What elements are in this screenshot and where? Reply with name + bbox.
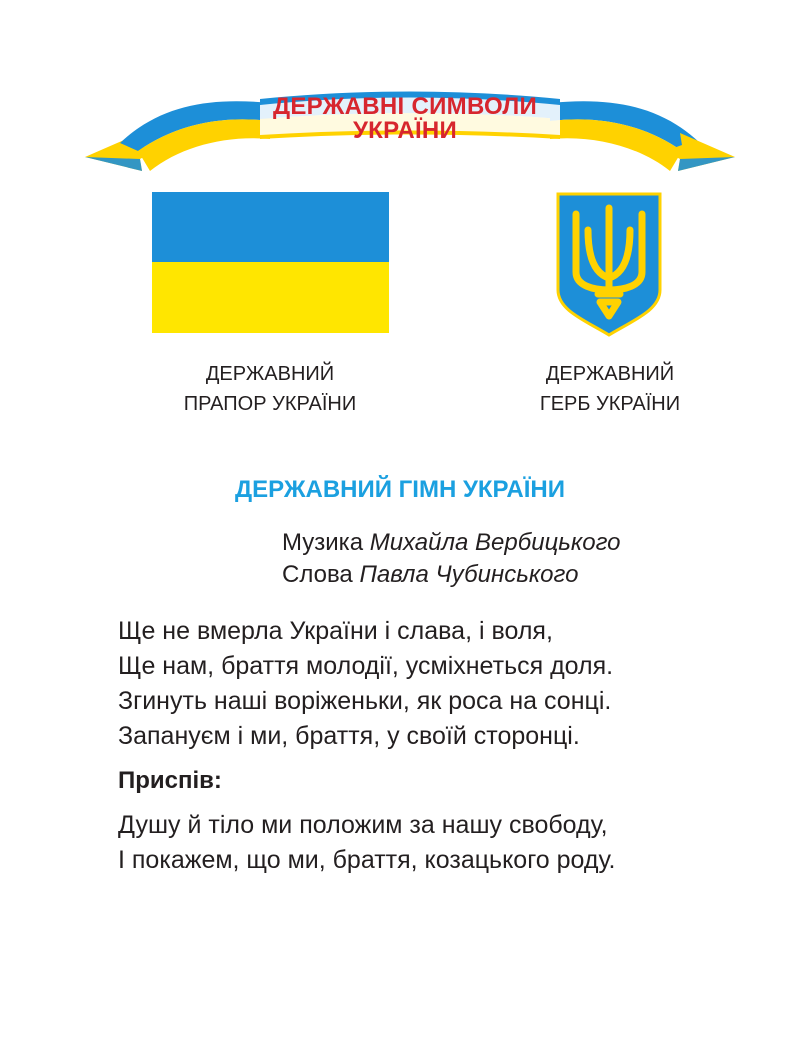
verse-line: Ще нам, браття молодії, усміхнеться доля. <box>118 652 614 680</box>
lyrics-author: Павла Чубинського <box>359 561 579 588</box>
trident-coat-of-arms-icon <box>554 190 664 337</box>
anthem-chorus <box>118 808 615 878</box>
verse-line: Ще не вмерла України і слава, і воля, <box>118 617 553 645</box>
lyrics-label: Слова <box>282 561 353 588</box>
flag-caption <box>150 359 390 419</box>
anthem-credits <box>282 527 621 591</box>
banner-title <box>200 95 610 143</box>
chorus-line: І покажем, що ми, браття, козацького роду. <box>118 846 616 874</box>
flag-blue-stripe <box>152 192 389 262</box>
banner-title-line1: ДЕРЖАВНІ СИМВОЛИ <box>272 93 538 120</box>
music-label: Музика <box>282 529 364 556</box>
music-author: Михайла Вербицького <box>369 529 621 556</box>
flag-caption-line2: ПРАПОР УКРАЇНИ <box>183 393 357 415</box>
lyrics-credit <box>282 559 621 591</box>
ukraine-flag <box>152 192 389 333</box>
anthem-title: ДЕРЖАВНИЙ ГІМН УКРАЇНИ <box>235 476 565 503</box>
verse-line: Згинуть наші воріженьки, як роса на сонці. <box>118 687 612 715</box>
flag-caption-line1: ДЕРЖАВНИЙ <box>205 363 335 385</box>
coat-caption-line1: ДЕРЖАВНИЙ <box>545 363 675 385</box>
verse-line: Запануєм і ми, браття, у своїй сторонці. <box>118 722 580 750</box>
chorus-line: Душу й тіло ми положим за нашу свободу, <box>118 811 608 839</box>
anthem-verse <box>118 614 613 754</box>
music-credit <box>282 527 621 559</box>
coat-caption <box>490 359 730 419</box>
chorus-label: Приспів: <box>118 767 222 794</box>
flag-yellow-stripe <box>152 262 389 333</box>
coat-caption-line2: ГЕРБ УКРАЇНИ <box>539 393 681 415</box>
banner-title-line2: УКРАЇНИ <box>352 117 458 144</box>
